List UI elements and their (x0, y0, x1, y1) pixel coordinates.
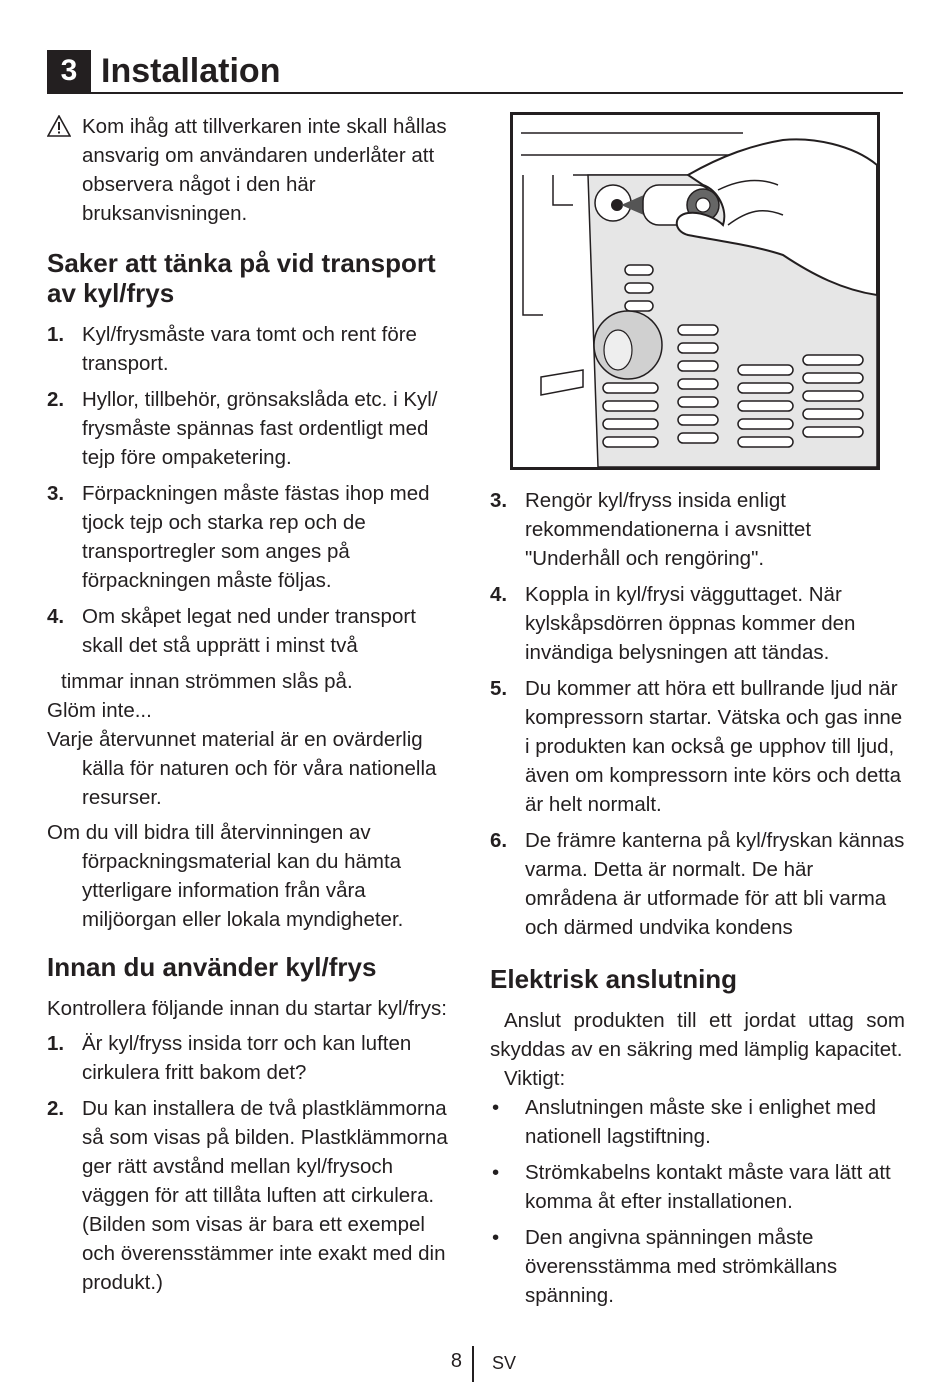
step-number: 2. (47, 388, 65, 411)
list-item (490, 580, 905, 667)
step-number: 3. (47, 482, 65, 505)
step-text: Är kyl/fryss insida torr och kan luften cirkulera fritt bakom det? (82, 1032, 412, 1084)
before-use-heading: Innan du använder kyl/frys (47, 952, 377, 982)
step-text: Du kan installera de två plastklämmorna så som visas på bilden. Plastklämmorna ger rätt avstånd mellan kyl/frysoch väggen för att tillåta luften att cirkulera. (Bilden som visas är bara ett exempel och överensstämmer inte exakt med din produkt.) (82, 1097, 448, 1294)
step-text: Hyllor, tillbehör, grönsakslåda etc. i Kyl/ frysmåste spännas fast ordentligt med tejp före ompaketering. (82, 388, 438, 469)
step-number: 2. (47, 1097, 65, 1120)
important-label: Viktigt: (504, 1067, 566, 1090)
header-rule (47, 92, 903, 94)
plastic-clip-figure (510, 112, 880, 470)
list-item (490, 826, 905, 942)
step-number: 1. (47, 1032, 65, 1055)
step4-continuation: timmar innan strömmen slås på. (61, 670, 353, 693)
step-number: 5. (490, 677, 508, 700)
step-number: 4. (490, 583, 508, 606)
footer-divider (472, 1346, 474, 1382)
chapter-title: Installation (101, 52, 281, 90)
electric-heading: Elektrisk anslutning (490, 964, 738, 994)
plastic-clip-installation-illustration (513, 115, 877, 467)
bullet-text: Den angivna spänningen måste överensstämma med strömkällans spänning. (525, 1226, 838, 1307)
list-item (47, 1094, 462, 1297)
transport-steps (47, 320, 462, 660)
step-text: De främre kanterna på kyl/fryskan kännas varma. Detta är normalt. De här områdena är utformade för att bli varma och därmed undvika kondens (525, 829, 905, 939)
before-use-steps-right (490, 486, 905, 942)
list-item (490, 1158, 905, 1216)
step-text: Koppla in kyl/frysi vägguttaget. När kylskåpsdörren öppnas kommer den invändiga belysningen att tändas. (525, 583, 856, 664)
list-item (47, 602, 462, 660)
before-use-steps-left (47, 1029, 462, 1297)
list-item (490, 1093, 905, 1151)
electric-bullets (490, 1093, 905, 1310)
warning-text: Kom ihåg att tillverkaren inte skall hållas ansvarig om användaren underlåter att observera något i den här bruksanvisningen. (82, 115, 447, 225)
step-text: Kyl/frysmåste vara tomt och rent före transport. (82, 323, 417, 375)
remember-label: Glöm inte... (47, 699, 152, 722)
list-item (490, 486, 905, 573)
list-item (490, 1223, 905, 1310)
recycle-paragraph-1: Varje återvunnet material är en ovärderlig källa för naturen och för våra nationella resurser. (47, 728, 437, 809)
step-number: 4. (47, 605, 65, 628)
list-item (47, 479, 462, 595)
step-text: Rengör kyl/fryss insida enligt rekommendationerna i avsnittet "Underhåll och rengöring". (525, 489, 812, 570)
warning-triangle-icon (47, 115, 71, 137)
page-number: 8 (450, 1350, 462, 1372)
right-column (490, 486, 905, 1317)
list-item (47, 320, 462, 378)
list-item (47, 385, 462, 472)
step-number: 1. (47, 323, 65, 346)
before-use-intro: Kontrollera följande innan du startar kyl/frys: (47, 997, 447, 1020)
transport-heading: Saker att tänka på vid transport av kyl/frys (47, 248, 436, 308)
step-number: 6. (490, 829, 508, 852)
page-footer (0, 1346, 950, 1382)
step-number: 3. (490, 489, 508, 512)
language-code: SV (492, 1353, 517, 1373)
step-text: Om skåpet legat ned under transport skall det stå upprätt i minst två (82, 605, 416, 657)
bullet-dot: • (492, 1226, 500, 1249)
bullet-dot: • (492, 1096, 500, 1119)
electric-intro: Anslut produkten till ett jordat uttag som skyddas av en säkring med lämplig kapacitet. (490, 1009, 905, 1061)
list-item (490, 674, 905, 819)
step-text: Förpackningen måste fästas ihop med tjock tejp och starka rep och de transportregler som anges på förpackningen måste följas. (82, 482, 430, 592)
step-text: Du kommer att höra ett bullrande ljud när kompressorn startar. Vätska och gas inne i produkten kan också ge upphov till ljud, även om kompressorn inte körs och detta är helt normalt. (525, 677, 903, 816)
chapter-number: 3 (47, 50, 91, 92)
left-column (47, 112, 462, 1304)
bullet-dot: • (492, 1161, 500, 1184)
section-header (47, 50, 903, 92)
bullet-text: Anslutningen måste ske i enlighet med nationell lagstiftning. (525, 1096, 876, 1148)
bullet-text: Strömkabelns kontakt måste vara lätt att komma åt efter installationen. (525, 1161, 891, 1213)
warning-note (47, 112, 462, 228)
list-item (47, 1029, 462, 1087)
recycle-paragraph-2: Om du vill bidra till återvinningen av förpackningsmaterial kan du hämta ytterligare information från våra miljöorgan eller lokala myndigheter. (47, 821, 404, 931)
